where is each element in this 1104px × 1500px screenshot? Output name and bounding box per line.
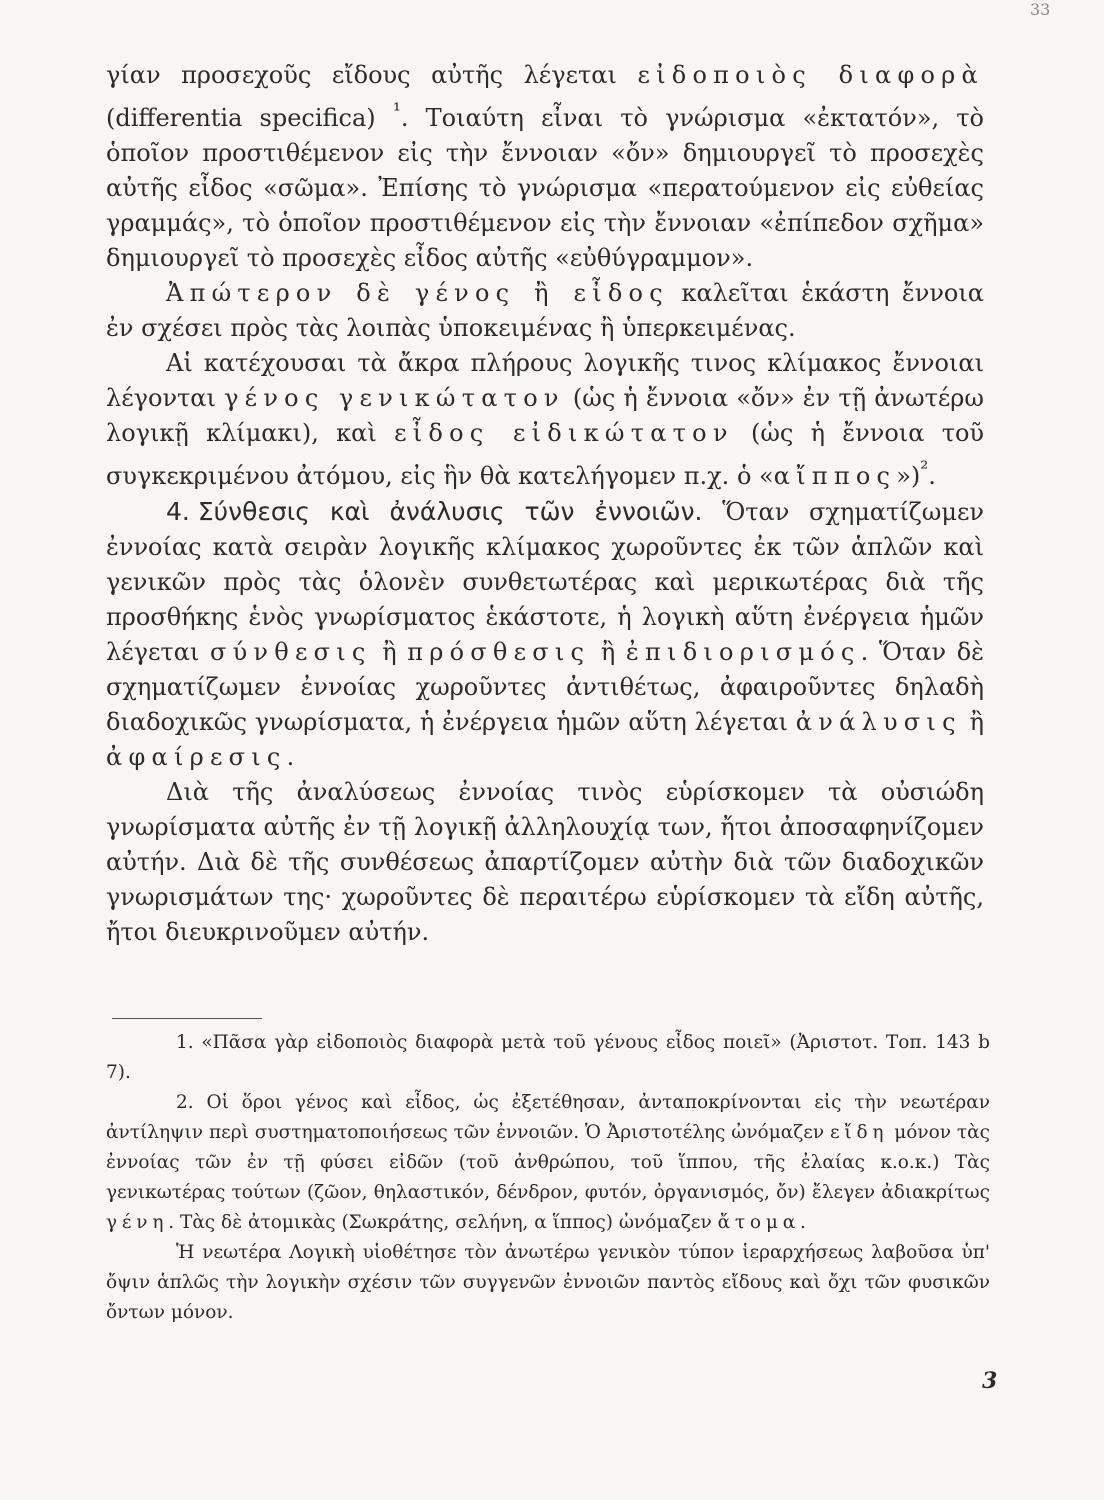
spaced-term: εἴδη [829,1122,889,1143]
footnote-1: 1. «Πᾶσα γὰρ εἰδοποιὸς διαφορὰ μετὰ τοῦ γένους εἶδος ποιεῖ» (Ἀριστοτ. Τοπ. 143 b 7). [106,1032,990,1083]
footnote-ref-1[interactable]: ¹ [392,98,401,122]
spaced-term: ἀνάλυσις [795,708,962,736]
spaced-term: γένη [106,1212,169,1233]
spaced-term: Ἀπώτερον δὲ γένος ἢ εἶδος [166,279,669,307]
section-heading [166,497,703,526]
spaced-term: ἀφαίρεσις [106,743,287,771]
spaced-term: αἴππος [773,462,897,490]
footnote-divider [112,1018,262,1019]
spaced-term: εἶδος εἰδικώτατον [394,419,734,447]
footnote-2: 2. Οἱ ὅροι γένος καὶ εἶδος, ὡς ἐξετέθησαν, ἀνταποκρίνονται εἰς τὴν νεωτέραν ἀντίληψιν περὶ συστηματοποιήσεως τῶν ἐννοιῶν. Ὁ Ἀριστοτέλης ὠνόμαζεν εἴδη μόνον τὰς ἐννοίας τῶν ἐν τῇ φύσει εἰδῶν (τοῦ ἀνθρώπου, τοῦ ἵππου, τῆς ἐλαίας κ.ο.κ.) Τὰς γενικωτέρας τούτων (ζῶον, θηλαστικόν, δένδρον, φυτόν, ὀργανισμός, ὄν) ἔλεγεν ἀδιακρίτως γένη. Τὰς δὲ ἀτομικὰς (Σωκράτης, σελήνη, α ἵππος) ὠνόμαζεν ἄτομα. [106,1092,990,1233]
footnote-3: Ἡ νεωτέρα Λογικὴ υἱοθέτησε τὸν ἀνωτέρω γενικὸν τύπον ἱεραρχήσεως λαβοῦσα ὑπ' ὄψιν ἁπλῶς τὴν λογικὴν σχέσιν τῶν συγγενῶν ἐννοιῶν παντὸς εἴδους καὶ ὄχι τῶν φυσικῶν ὄντων μόνον. [106,1242,990,1323]
spaced-term: ἄτομα [717,1212,801,1233]
spaced-term: εἰδοποιὸς διαφορὰ [637,61,984,89]
footnote-number: 2. [176,1092,194,1113]
paragraph-1: γίαν προσεχοῦς εἴδους αὐτῆς λέγεται εἰδοποιὸς διαφορὰ (differentia specifica) $^{^1}$. Τοιαύτη εἶναι τὸ γνώρισμα «ἐκτατόν», τὸ ὁποῖον προστιθέμενον εἰς τὴν ἔννοιαν «ὄν» δημιουργεῖ τὸ προσεχὲς αὐτῆς εἶδος «σῶμα». Ἐπίσης τὸ γνώρισμα «περατούμενον εἰς εὐθείας γραμμάς», τὸ ὁποῖον προστιθέμενον εἰς τὴν ἔννοιαν «ἐπίπεδον σχῆμα» δημιουργεῖ τὸ προσεχὲς εἶδος αὐτῆς «εὐθύγραμμον». [106,61,984,272]
paragraph-3: Αἱ κατέχουσαι τὰ ἄκρα πλήρους λογικῆς τινος κλίμακος ἔννοιαι λέγονται γένος γενικώτατον (ὡς ἡ ἔννοια «ὄν» ἐν τῇ ἀνωτέρω λογικῇ κλίμακι), καὶ εἶδος εἰδικώτατον (ὡς ἡ ἔννοια τοῦ συγκεκριμένου ἀτόμου, εἰς ἣν θὰ κατελήγομεν π.χ. ὁ «αἴππος»)$^{^2}$. [106,349,985,490]
footnote-ref-2[interactable]: ² [920,456,929,480]
paragraph-2: Ἀπώτερον δὲ γένος ἢ εἶδος καλεῖται ἑκάστη ἔννοια ἐν σχέσει πρὸς τὰς λοιπὰς ὑποκειμένας ἢ ὑπερκειμένας. [106,279,985,342]
footnote-number: 1. [176,1032,194,1053]
section-number: 4. [166,497,190,526]
section-4-paragraph: 4. Σύνθεσις καὶ ἀνάλυσις τῶν ἐννοιῶν. Ὅταν σχηματίζωμεν ἐννοίας κατὰ σειρὰν λογικῆς κλίμακος χωροῦντες ἐκ τῶν ἁπλῶν καὶ γενικῶν πρὸς τὰς ὁλονὲν συνθετωτέρας καὶ μερικωτέρας διὰ τῆς προσθήκης ἑνὸς γνωρίσματος ἑκάστοτε, ἡ λογικὴ αὕτη ἐνέργεια ἡμῶν λέγεται σύνθεσις ἢ πρόσθεσις ἢ ἐπιδιορισμός. Ὅταν δὲ σχηματίζωμεν ἐννοίας χωροῦντες ἀντιθέτως, ἀφαιροῦντες δηλαδὴ διαδοχικῶς γνωρίσματα, ἡ ἐνέργεια ἡμῶν αὕτη λέγεται ἀνάλυσις ἢ ἀφαίρεσις. [106,497,985,771]
page-number-bottom: 3 [982,1368,998,1394]
spaced-term: πρόσθεσις [407,638,591,666]
spaced-term: σύνθεσις [209,638,372,666]
spaced-term: ἐπιδιορισμός [625,638,861,666]
paragraph-5: Διὰ τῆς ἀναλύσεως ἐννοίας τινὸς εὑρίσκομεν τὰ οὐσιώδη γνωρίσματα αὐτῆς ἐν τῇ λογικῇ ἀλληλουχίᾳ των, ἤτοι ἀποσαφηνίζομεν αὐτήν. Διὰ δὲ τῆς συνθέσεως ἀπαρτίζομεν αὐτὴν διὰ τῶν διαδοχικῶν γνωρισμάτων της· χωροῦντες δὲ περαιτέρω εὑρίσκομεν τὰ εἴδη αὐτῆς, ἤτοι διευκρινοῦμεν αὐτήν. [106,778,984,946]
main-text [106,58,984,950]
spaced-term: γένος γενικώτατον [224,384,565,412]
page-number-top: 33 [1030,0,1051,19]
section-title: Σύνθεσις καὶ ἀνάλυσις τῶν ἐννοιῶν. [197,497,703,526]
footnotes [106,1028,990,1328]
